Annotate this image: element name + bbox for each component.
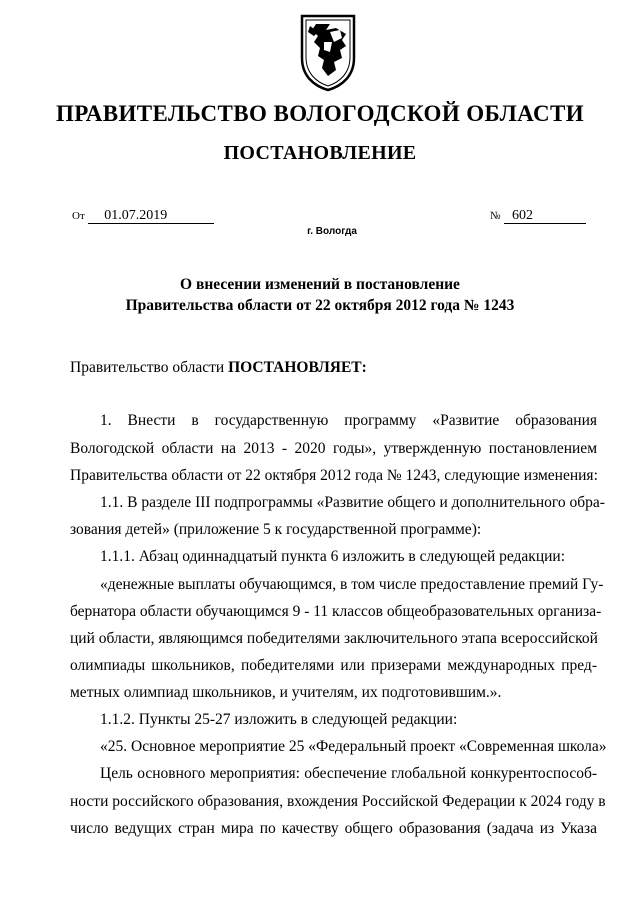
- date-value: 01.07.2019: [88, 208, 214, 224]
- body-line: число ведущих стран мира по качеству общего образования (задача из Указа: [70, 820, 597, 837]
- body-line: 1.1.2. Пункты 25-27 изложить в следующей редакции:: [100, 711, 458, 728]
- body-line: олимпиады школьников, победителями или призерами международных пред-: [70, 657, 597, 674]
- body-line: Правительства области от 22 октября 2012 года № 1243, следующие изменения:: [70, 467, 598, 484]
- body-line: Цель основного мероприятия: обеспечение глобальной конкурентоспособ-: [100, 765, 597, 782]
- body-line: ности российского образования, вхождения Российской Федерации к 2024 году в: [70, 793, 606, 810]
- body-line: Вологодской области на 2013 - 2020 годы», утвержденную постановлением: [70, 440, 597, 457]
- body-line: 1. Внести в государственную программу «Развитие образования: [100, 412, 597, 429]
- body-line: бернатора области обучающимся 9 - 11 классов общеобразовательных организа-: [70, 603, 602, 620]
- document-subject: [0, 274, 640, 316]
- number-prefix: №: [490, 210, 501, 222]
- body-line: зования детей» (приложение 5 к государственной программе):: [70, 521, 482, 538]
- body-line: «25. Основное мероприятие 25 «Федеральный проект «Современная школа»: [100, 738, 607, 755]
- subject-line-2: Правительства области от 22 октября 2012 года № 1243: [125, 297, 515, 314]
- document-date: [72, 208, 214, 224]
- government-title: ПРАВИТЕЛЬСТВО ВОЛОГОДСКОЙ ОБЛАСТИ: [55, 101, 585, 126]
- decree-intro-bold: ПОСТАНОВЛЯЕТ:: [228, 359, 367, 376]
- body-line: 1.1. В разделе III подпрограммы «Развитие общего и дополнительного обра-: [100, 494, 605, 511]
- number-value: 602: [504, 208, 586, 224]
- body-line: «денежные выплаты обучающимся, в том числе предоставление премий Гу-: [100, 576, 604, 593]
- document-number: [490, 208, 586, 224]
- decree-intro-text: Правительство области: [70, 359, 229, 376]
- body-line: метных олимпиад школьников, и учителям, их подготовившим.».: [70, 684, 502, 701]
- coat-of-arms-icon: [296, 12, 360, 92]
- body-line: 1.1.1. Абзац одиннадцатый пункта 6 изложить в следующей редакции:: [100, 548, 566, 565]
- document-type: ПОСТАНОВЛЕНИЕ: [223, 142, 417, 164]
- body-line: ций области, являющимся победителями заключительного этапа всероссийской: [70, 630, 598, 647]
- date-prefix: От: [72, 210, 85, 222]
- city-label: г. Вологда: [307, 226, 357, 237]
- subject-line-1: О внесении изменений в постановление: [180, 276, 460, 293]
- decree-intro: [70, 359, 597, 377]
